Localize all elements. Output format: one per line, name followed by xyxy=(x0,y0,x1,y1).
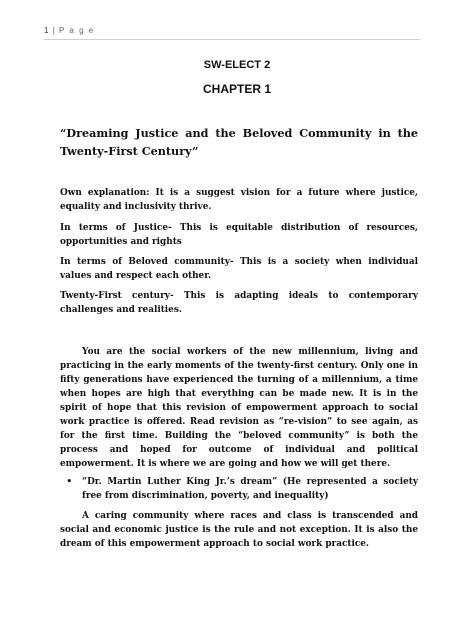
closing-paragraph: A caring community where races and class is transcended and social and economic justice is the rule and not exception. It is also the dream of this empowerment approach to social work practice. xyxy=(60,511,418,549)
page-separator: | xyxy=(52,26,55,35)
page-number: 1 xyxy=(44,26,49,35)
bullet-item xyxy=(60,475,418,503)
course-title: SW-ELECT 2 xyxy=(203,59,271,71)
page-label: P a g e xyxy=(59,26,95,35)
document-title: “Dreaming Justice and the Beloved Community in the Twenty-First Century” xyxy=(60,126,418,158)
definition-own-explanation: Own explanation: It is a suggest vision for a future where justice, equality and inclusivity thrive. xyxy=(60,188,418,212)
definition-twenty-first-century: Twenty-First century- This is adapting ideals to contemporary challenges and realities. xyxy=(60,291,418,315)
chapter-heading: CHAPTER 1 xyxy=(202,82,271,96)
page-header xyxy=(44,26,420,40)
definition-justice: In terms of Justice- This is equitable distribution of resources, opportunities and rights xyxy=(60,223,418,247)
definition-beloved-community: In terms of Beloved community- This is a society when individual values and respect each other. xyxy=(60,257,418,281)
body-paragraph: You are the social workers of the new millennium, living and practicing in the early moments of the twenty-first century. Only one in fifty generations have experienced the turning of a millennium, a time when hopes are high that everything can be made new. It is in the spirit of hope that this revision of empowerment approach to social work practice is offered. Read revision as “re-vision” to see again, as for the first time. Building the “beloved community” is both the process and hoped for outcome of individual and political empowerment. It is where we are going and how we will get there. xyxy=(60,347,418,469)
bullet-icon: • xyxy=(66,475,73,488)
bullet-text: “Dr. Martin Luther King Jr.’s dream” (He represented a society free from discrimination, poverty, and inequality) xyxy=(82,477,418,501)
